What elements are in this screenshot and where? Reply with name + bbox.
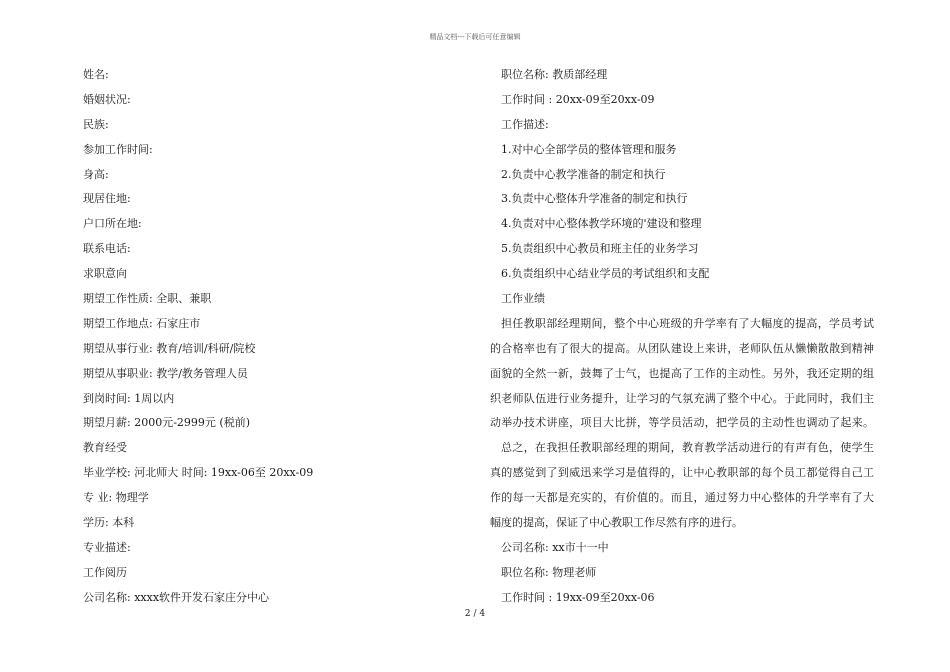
field-job-location: 期望工作地点: 石家庄市 — [83, 316, 201, 330]
section-achievements: 工作业绩 — [501, 292, 545, 306]
duty-item: 4.负责对中心整体教学环境的'建设和整理 — [501, 217, 702, 231]
summary-paragraph-line: 幅度的提高，保证了中心教职工作尽然有序的进行。 — [490, 516, 743, 530]
field-work-period: 工作时间 : 19xx-09至20xx-06 — [501, 590, 655, 604]
summary-paragraph-line: 真的感觉到了到威迅来学习是值得的，让中心教职部的每个员工都觉得自己工 — [490, 466, 874, 480]
achievement-paragraph-line: 面貌的全然一新，鼓舞了士气，也提高了工作的主动性。另外，我还定期的组 — [490, 366, 874, 380]
duty-item: 3.负责中心整体升学准备的制定和执行 — [501, 192, 688, 206]
field-name: 姓名: — [83, 68, 109, 81]
section-job-intention: 求职意向 — [83, 267, 127, 281]
duty-item: 2.负责中心教学准备的制定和执行 — [501, 167, 666, 181]
field-availability: 到岗时间: 1周以内 — [83, 391, 175, 405]
section-work-experience: 工作阅历 — [83, 565, 127, 579]
field-household-registration: 户口所在地: — [83, 217, 142, 231]
field-major: 专 业: 物理学 — [83, 491, 149, 505]
field-marital-status: 婚姻状况: — [83, 92, 131, 106]
field-industry: 期望从事行业: 教育/培训/科研/院校 — [83, 341, 256, 355]
field-work-period: 工作时间 : 20xx-09至20xx-09 — [501, 92, 655, 106]
field-ethnicity: 民族: — [83, 117, 109, 131]
left-column — [83, 63, 463, 611]
field-phone: 联系电话: — [83, 242, 131, 256]
field-work-description: 工作描述: — [501, 117, 549, 131]
field-occupation: 期望从事职业: 教学/教务管理人员 — [83, 366, 248, 380]
field-height: 身高: — [83, 167, 109, 181]
duty-item: 6.负责组织中心结业学员的考试组织和支配 — [501, 267, 710, 281]
duty-item: 5.负责组织中心教员和班主任的业务学习 — [501, 242, 699, 256]
field-job-type: 期望工作性质: 全职、兼职 — [83, 292, 212, 306]
summary-paragraph-line: 总之，在我担任教职部经理的期间，教育教学活动进行的有声有色，使学生 — [501, 441, 874, 455]
duty-item: 1.对中心全部学员的整体管理和服务 — [501, 142, 677, 156]
field-position-title: 职位名称: 物理老师 — [501, 565, 597, 579]
page-header: 精品文档---下载后可任意编辑 — [429, 33, 521, 41]
field-company-name: 公司名称: xxxx软件开发石家庄分中心 — [83, 590, 270, 604]
field-current-residence: 现居住地: — [83, 192, 131, 206]
achievement-paragraph-line: 动举办技术讲座，项目大比拼，等学员活动，把学员的主动性也调动了起来。 — [490, 416, 874, 430]
achievement-paragraph-line: 织老师队伍进行业务提升，让学习的气氛充满了整个中心。于此同时，我们主 — [490, 391, 874, 405]
achievement-paragraph-line: 的合格率也有了很大的提高。从团队建设上来讲，老师队伍从懒懒散散到精神 — [490, 341, 874, 355]
field-work-start-date: 参加工作时间: — [83, 142, 153, 156]
summary-paragraph-line: 作的每一天都是充实的，有价值的。而且，通过努力中心整体的升学率有了大 — [490, 491, 874, 505]
field-company-name: 公司名称: xx市十一中 — [501, 540, 609, 554]
right-column — [490, 63, 874, 611]
field-major-description: 专业描述: — [83, 540, 131, 554]
field-degree: 学历: 本科 — [83, 516, 135, 530]
page-number: 2 / 4 — [464, 609, 486, 619]
field-position-title: 职位名称: 教质部经理 — [501, 68, 608, 81]
field-graduation-school: 毕业学校: 河北师大 时间: 19xx-06至 20xx-09 — [83, 466, 314, 480]
section-education: 教育经受 — [83, 441, 127, 455]
field-expected-salary: 期望月薪: 2000元-2999元 (税前) — [83, 416, 250, 430]
achievement-paragraph-line: 担任教职部经理期间，整个中心班级的升学率有了大幅度的提高，学员考试 — [501, 316, 874, 330]
